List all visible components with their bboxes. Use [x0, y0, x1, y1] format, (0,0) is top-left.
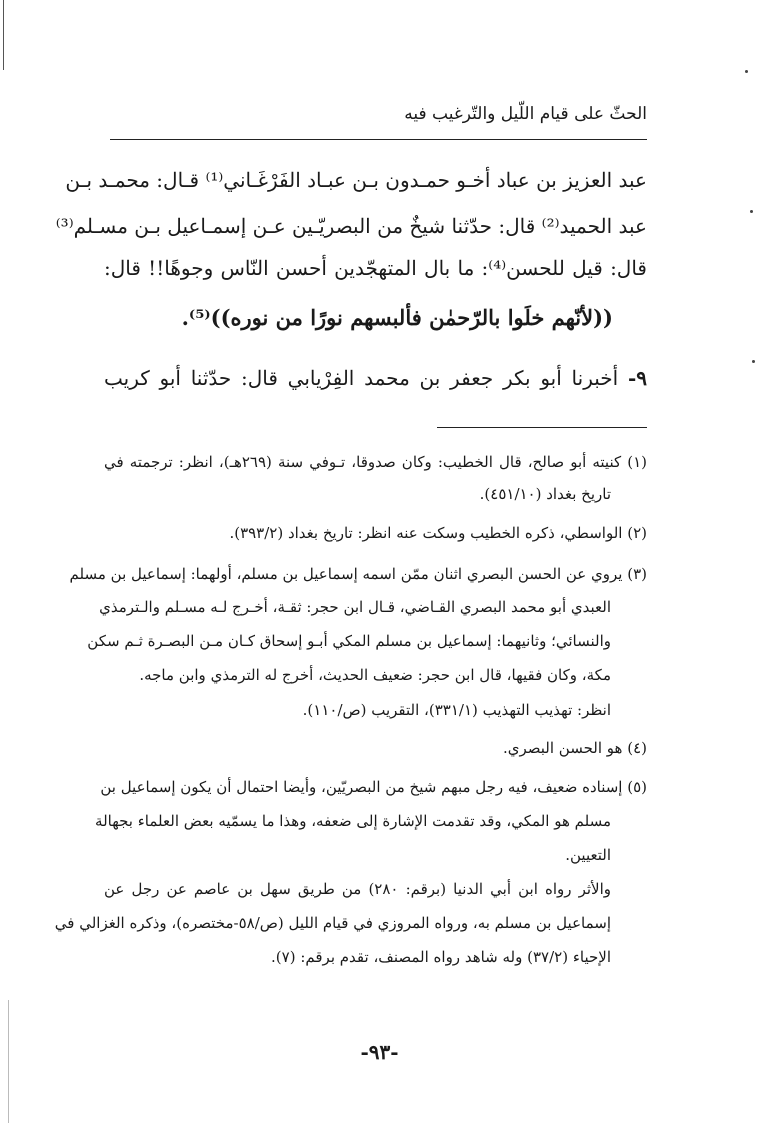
entry-text: أخبرنا أبو بكر جعفر بن محمد الفِرْيابي قال: حدّثنا أبو كريب: [104, 366, 628, 390]
footnote-1: (١) كنيته أبو صالح، قال الخطيب: وكان صدوقا، تـوفي سنة (٢٦٩هـ)، انظر: ترجمته في: [104, 453, 647, 471]
footnote-5-cont: التعيين.: [565, 846, 611, 864]
footnote-5-cont: الإحياء (٣٧/٢) وله شاهد رواه المصنف، تقدم برقم: (٧).: [271, 948, 611, 966]
footnote-4: (٤) هو الحسن البصري.: [502, 739, 647, 757]
footnote-1-cont: تاريخ بغداد (٤٥١/١٠).: [479, 485, 611, 503]
scan-speck: [752, 360, 755, 363]
entry-number: ٩-: [627, 366, 647, 390]
main-text-line: [104, 366, 647, 390]
footnote-5-cont: مسلم هو المكي، وقد تقدمت الإشارة إلى ضعفه، وهذا ما يسمّيه بعض العلماء بجهالة: [95, 812, 611, 830]
footnote-3: (٣) يروي عن الحسن البصري اثنان ممّن اسمه إسماعيل بن مسلم، أولهما: إسماعيل بن مسلم: [69, 565, 647, 583]
footnote-3-cont: والنسائي؛ وثانيهما: إسماعيل بن مسلم المكي أبـو إسحاق كـان مـن البصـرة ثـم سكن: [87, 632, 611, 650]
main-text-line: عبد العزيز بن عباد أخـو حمـدون بـن عبـاد الفَرْغَـاني⁽¹⁾ قـال: محمـد بـن: [65, 168, 647, 192]
scan-edge-mark: [3, 0, 4, 70]
footnote-3-cont: العبدي أبو محمد البصري القـاضي، قـال ابن حجر: ثقـة، أخـرج لـه مسـلم والـترمذي: [99, 598, 611, 616]
footnote-rule: [437, 427, 647, 428]
footnote-5-cont: إسماعيل بن مسلم به، ورواه المروزي في قيام الليل (ص/٥٨-مختصره)، وذكره الغزالي في: [54, 914, 611, 932]
header-rule: [110, 139, 647, 140]
running-header: الحثّ على قيام اللّيل والتّرغيب فيه: [404, 104, 647, 124]
scan-speck: [745, 70, 748, 73]
page-number: -٩٣-: [360, 1040, 399, 1064]
footnote-5: (٥) إسناده ضعيف، فيه رجل مبهم شيخ من البصريّين، وأيضا احتمال أن يكون إسماعيل بن: [100, 778, 647, 796]
footnote-5-cont: والأثر رواه ابن أبي الدنيا (برقم: ٢٨٠) من طريق سهل بن عاصم عن رجل عن: [104, 880, 611, 898]
footnote-3-cont: مكة، وكان فقيها، قال ابن حجر: ضعيف الحديث، أخرج له الترمذي وابن ماجه.: [139, 666, 611, 684]
footnote-3-cont: انظر: تهذيب التهذيب (٣٣١/١)، التقريب (ص/١١٠).: [302, 701, 611, 719]
footnote-2: (٢) الواسطي، ذكره الخطيب وسكت عنه انظر: تاريخ بغداد (٣٩٣/٢).: [229, 524, 647, 542]
quoted-saying: ((لأنّهم خلَوا بالرّحمٰن فألبسهم نورًا من نوره))⁽⁵⁾.: [181, 305, 613, 330]
scan-speck: [750, 210, 753, 213]
main-text-line: عبد الحميد⁽²⁾ قال: حدّثنا شيخٌ من البصريّـين عـن إسمـاعيل بـن مسـلم⁽³⁾: [55, 214, 647, 238]
main-text-line: قال: قيل للحسن⁽⁴⁾: ما بال المتهجّدين أحسن النّاس وجوهًا!! قال:: [104, 256, 647, 280]
